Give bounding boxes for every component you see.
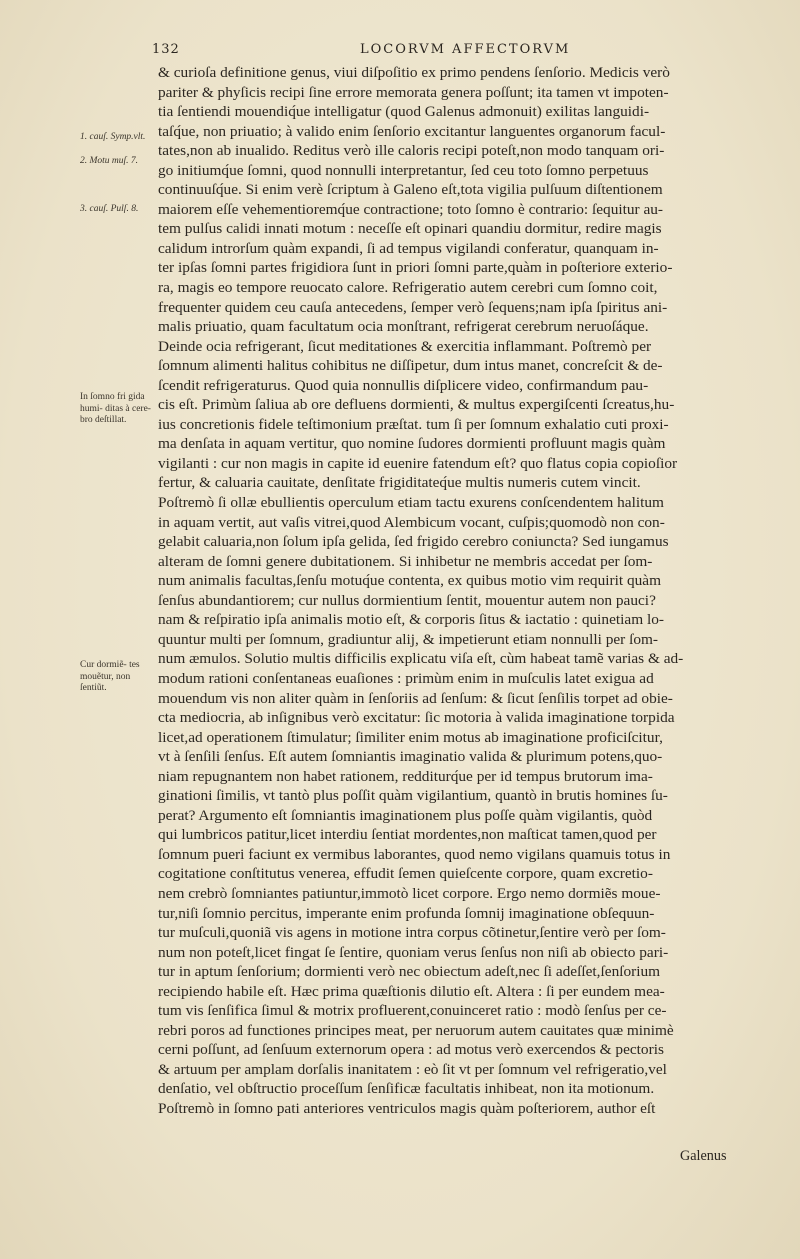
text-line: in aquam vertit, aut vaſis vitrei,quod Alembicum vocant, cuſpis;quomodò non con- xyxy=(158,514,665,531)
text-line: Deinde ocia refrigerant, ſicut meditationes & exercitia inflammant. Poſtremò per xyxy=(158,338,652,355)
text-line: & artuum per amplam dorſalis inanitatem : eò ſit vt per ſomnum vel refrigeratio,vel xyxy=(158,1061,667,1078)
text-line: fertur, & caluaria cauitate, denſitate frigiditateq́ue multis numeris cutem vincit. xyxy=(158,475,641,492)
text-line: qui lumbricos patitur,licet interdiu ſentiat mordentes,non maſticat tamen,quod per xyxy=(158,827,657,844)
text-line: maiorem eſſe vehementioremq́ue contractione; toto ſomno è contrario: ſequitur au- xyxy=(158,201,664,218)
text-line: ſcendit refrigeraturus. Quod quia nonnullis diſplicere video, confirmandum pau- xyxy=(158,377,649,394)
text-line: tur,niſi ſomnio percitus, imperante enim profunda ſomnij imaginatione obſequun- xyxy=(158,905,655,922)
running-head: LOCORVM AFFECTORVM xyxy=(360,42,571,57)
text-line: cta mediocria, ab inſignibus verò excitatur: ſic motoria à valida imaginatione torpida xyxy=(158,710,675,727)
body-text xyxy=(158,64,763,1120)
text-line: ſomnum pueri faciunt ex vermibus laborantes, quod nemo vigilans quamuis totus in xyxy=(158,846,671,863)
margin-gloss-sleepers-move: Cur dormiẽ- tes mouẽtur, non ſentiũt. xyxy=(80,660,140,693)
text-line: ius concretionis fidele teſtimonium præſtat. tum ſi per ſomnum exhalatio cuti proxi- xyxy=(158,416,669,433)
text-line: & curioſa definitione genus, viui diſpoſitio ex primo pendens ſenſorio. Medicis verò xyxy=(158,65,670,81)
text-line: pariter & phyſicis recipi ſine errore memorata genera poſſunt; ita tamen vt impoten- xyxy=(158,84,669,101)
text-line: Poſtremò ſi ollæ ebullientis operculum etiam tactu exurens conſcendentem halitum xyxy=(158,495,664,512)
text-line: niam repugnantem non habet rationem, redditurq́ue per id tempus brutorum ima- xyxy=(158,768,653,785)
text-line: ſenſus abundantiorem; cur nullus dormientium ſentit, mouentur autem non pauci? xyxy=(158,592,656,609)
text-line: vigilanti : cur non magis in capite id euenire fatendum eſt? quo flatus copia copioſior xyxy=(158,455,678,472)
text-line: tates,non ab inualido. Reditus verò ille caloris recipi poteſt,non modo tanquam ori- xyxy=(158,143,665,160)
page-number: 132 xyxy=(152,42,180,57)
text-line: tum vis ſenſifica ſimul & motrix profluerent,conuinceret ratio : modò ſenſus per ce- xyxy=(158,1003,667,1020)
text-line: denſatio, vel obſtructio proceſſum ſenſificæ facultatis inhibeat, non ita motionum. xyxy=(158,1081,655,1098)
text-line: calidum introrſum quàm expandi, ſi ad tempus vigilandi conferatur, quanquam in- xyxy=(158,240,659,257)
text-line: continuuſq́ue. Si enim verè ſcriptum à Galeno eſt,tota vigilia pulſuum diſtentionem xyxy=(158,182,663,199)
text-line: alteram de ſomni genere dubitationem. Si inhibetur ne membris accedat per ſom- xyxy=(158,553,653,570)
text-line: cis eſt. Primùm ſaliua ab ore defluens dormienti, & multus expergiſcenti ſcreatus,hu- xyxy=(158,397,675,414)
text-line: rebri poros ad functiones principes meat, per neruorum autem cauitates quæ minimè xyxy=(158,1022,674,1039)
text-line: cerni poſſunt, ad ſenſuum externorum opera : ad motus verò exercendos & pectoris xyxy=(158,1042,664,1059)
text-line: taſq́ue, non priuatio; à valido enim ſenſorio excitantur languentes organorum facul- xyxy=(158,123,666,140)
text-line: licet,ad operationem ſtimulatur; ſimiliter enim motus ab imaginatione proficiſcitur, xyxy=(158,729,663,746)
catchword: Galenus xyxy=(680,1148,727,1164)
text-line: cogitatione conſtitutus venerea, effudit ſemen quieſcente corpore, quam excretio- xyxy=(158,866,653,883)
text-line: modum rationi conſentaneas euaſiones : primùm enim in muſculis latet exigua ad xyxy=(158,670,654,687)
text-line: tem pulſus calidi innati motum : neceſſe eſt opinari quandiu dormitur, redire magis xyxy=(158,221,662,238)
text-line: frequenter quidem ceu cauſa antecedens, ſemper verò ſequens;nam ipſa ſpiritus ani- xyxy=(158,299,668,316)
text-line: mouendum vis non aliter quàm in ſenſoriis ad ſenſum: & ſicut ſenſilis torpet ad obie- xyxy=(158,690,673,707)
text-line: nem crebrò ſomniantes patiuntur,immotò licet corpore. Ergo nemo dormiẽs moue- xyxy=(158,885,661,902)
margin-reference-muscle-motion: 2. Motu muſ. 7. xyxy=(80,156,139,166)
text-line: tia ſentiendi mouendiq́ue intelligatur (quod Galenus admonuit) exilitas languidi- xyxy=(158,104,650,121)
margin-reference-pulse: 3. cauſ. Pulſ. 8. xyxy=(80,204,139,214)
text-line: num animalis facultas,ſenſu motuq́ue contenta, ex quibus motio vim requirit quàm xyxy=(158,573,661,590)
text-line: perat? Argumento eſt ſomniantis imaginationem plus poſſe quàm vigilantis, quòd xyxy=(158,807,653,824)
text-line: tur in aptum ſenſorium; dormienti verò nec obiectum adeſt,nec ſi adeſſet,ſenſorium xyxy=(158,964,661,981)
text-line: ma denſata in aquam vertitur, quo nomine ſudores dormienti profluunt magis quàm xyxy=(158,436,666,453)
text-line: gelabit caluaria,non ſolum ipſa gelida, ſed frigido cerebro coniuncta? Sed iungamus xyxy=(158,534,669,551)
text-line: malis priuatio, quam facultatum ocia monſtrant, refrigerat cerebrum neruoſáque. xyxy=(158,319,649,336)
text-line: tur muſculi,quoniã vis agens in motione intra corpus cõtinetur,ſentire verò per ſom- xyxy=(158,925,666,942)
text-line: nam & reſpiratio ipſa animalis motio eſt, & corporis ſitus & iactatio : quinetiam lo- xyxy=(158,612,664,629)
text-line: num æmulos. Solutio multis difficilis explicatu viſa eſt, cùm habeat tamẽ varias & ad- xyxy=(158,651,684,668)
text-line: vt à ſenſili ſenſus. Eſt autem ſomniantis imaginatio valida & plurimum potens,quo- xyxy=(158,749,663,766)
text-line: num non poteſt,licet fingat ſe ſentire, quoniam verus ſenſus non niſi ab obiecto pari- xyxy=(158,944,669,961)
text-line: go initiumq́ue ſomni, quod nonnulli interpretantur, ſed ceu toto ſomno perpetuus xyxy=(158,162,649,179)
margin-gloss-cold-humidity: In ſomno fri gida humi- ditas à cere- bro deſtillat. xyxy=(80,392,151,425)
text-line: recipiendo habile eſt. Hæc prima quæſtionis dilutio eſt. Altera : ſi per eundem mea- xyxy=(158,983,665,1000)
text-line: ter ipſas ſomni partes frigidiora ſunt in priori ſomni parte,quàm in poſteriore exterio- xyxy=(158,260,673,277)
text-line: Poſtremò in ſomno pati anteriores ventriculos magis quàm poſteriorem, author eſt xyxy=(158,1100,656,1117)
text-line: ſomnum alimenti halitus cohibitus ne diſſipetur, dum intus manet, concreſcit & de- xyxy=(158,358,663,375)
margin-reference-symptoms: 1. cauſ. Symp.vlt. xyxy=(80,132,146,142)
text-line: quuntur multi per ſomnum, gradiuntur alij, & impetierunt etiam nonnulli per ſom- xyxy=(158,631,659,648)
text-line: ginationi ſimilis, vt tantò plus poſſit quàm vigilantium, quantò in brutis homines ſu- xyxy=(158,788,668,805)
text-line: ra, magis eo tempore reuocato calore. Refrigeratio autem cerebri cum ſomno coit, xyxy=(158,280,658,297)
